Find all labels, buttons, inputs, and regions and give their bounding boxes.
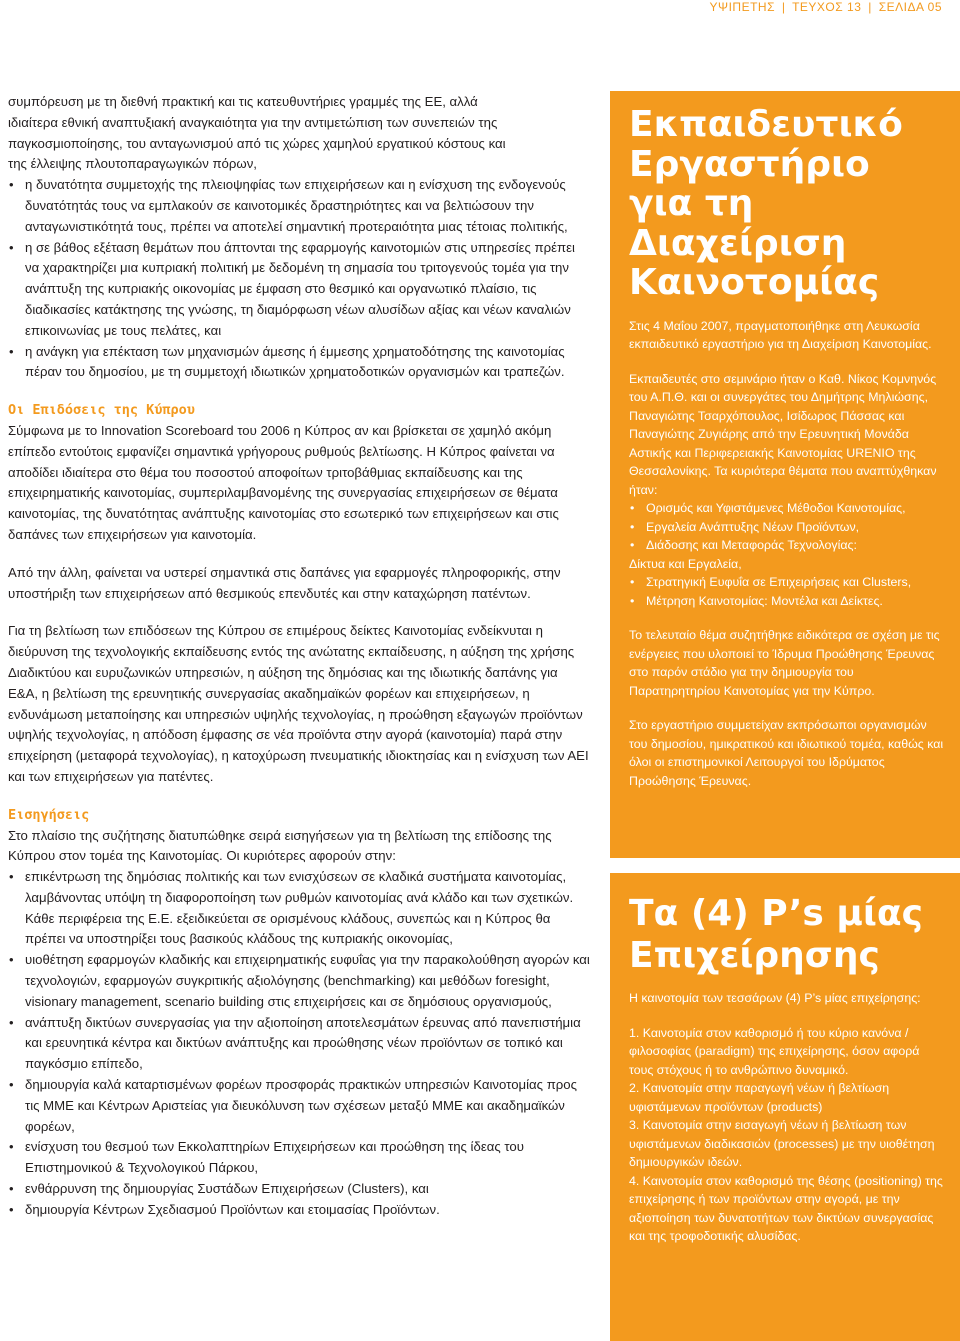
paragraph: Για τη βελτίωση των επιδόσεων της Κύπρου σε επιμέρους δείκτες Καινοτομίας ενδείκνυται η διεύρυνση της τεχνολογικής εκπαίδευσης εντός της ανώτατης εκπαίδευσης, η αύξηση της χρήσης Διαδικτύου και ευρυζωνικών υπηρεσιών, η αύξηση της δημόσιας και της ιδιωτικής δαπάνης για Ε&Α, η βελτίωση της ερευνητικής συνεργασίας ακαδημαϊκών φορέων και επιχειρήσεων, η ενδυνάμωση μεταποίησης και υπηρεσιών υψηλής τεχνολογίας, η προώθηση εξαγωγών προϊόντων υψηλής τεχνολογίας, η απόδοση έμφασης σε νέα προϊόντα στην αγορά (καινοτομία) παρά στην επιχείρηση (μεταφορά τεχνολογίας), η κατοχύρωση πνευματικής ιδιοκτησίας και η ενίσχυση των ΑΕΙ και των επιχειρήσεων για πατέντες. [8, 623, 589, 784]
header-separator: | [781, 0, 786, 14]
list-item: 4. Καινοτομία στον καθορισμό της θέσης (positioning) της επιχείρησης ή των προϊόντων στην αγορά, με την αξιοποίηση των δυνατοτήτων των δικτύων συνεργασίας και της τροφοδοτικής αλυσίδας. [629, 1173, 943, 1243]
sidebar-4ps-title: Τα (4) P’s μίας Επιχείρησης [629, 893, 923, 976]
paragraph: Το τελευταίο θέμα συζητήθηκε ειδικότερα σε σχέση με τις ενέργειες που υλοποιεί το Ίδρυμα Προώθησης Έρευνας στο παρόν στάδιο για την δημιουργία του Παρατηρητηρίου Καινοτομίας για την Κύπρο. [629, 628, 940, 698]
list-item: • δημιουργία Κέντρων Σχεδιασμού Προϊόντων και ετοιμασίας Προϊόντων. [8, 1200, 590, 1221]
intro-bullet-list [8, 175, 590, 383]
paragraph: Στο εργαστήριο συμμετείχαν εκπρόσωποι οργανισμών του δημοσίου, ημικρατικού και ιδιωτικού τομέα, καθώς και όλοι οι επιστημονικοί Λειτουργοί του Ιδρύματος Προώθησης Έρευνας. [629, 718, 944, 788]
list-item: 2. Καινοτομία στην παραγωγή νέων ή βελτίωση υφιστάμενων προϊόντων (products) [629, 1081, 890, 1114]
list-item: • υιοθέτηση εφαρμογών κλαδικής και επιχειρηματικής ευφυΐας για την παρακολούθηση αγορών και τεχνολογιών, εφαρμογών συγκριτικής αξιολόγησης (benchmarking) και μεθόδων foresight, visionary management, scenario building στις επιχειρήσεις και σε δημόσιους οργανισμούς, [8, 950, 590, 1012]
list-item: • ανάπτυξη δικτύων συνεργασίας για την αξιοποίηση αποτελεσμάτων έρευνας από πανεπιστήμια και ερευνητικά κέντρα και δικτύων ανάπτυξης και προώθησης νέων προϊόντων σε τοπικό και παγκόσμιο επίπεδο, [8, 1013, 590, 1075]
list-item: 3. Καινοτομία στην εισαγωγή νέων ή βελτίωση των υφιστάμενων διαδικασιών (processes) με την υιοθέτηση δημιουργικών ιδεών. [629, 1118, 935, 1169]
list-item: • Ορισμός και Υφιστάμενες Μέθοδοι Καινοτομίας, [629, 499, 944, 518]
list-item: • η ανάγκη για επέκταση των μηχανισμών άμεσης ή έμμεσης χρηματοδότησης της καινοτομίας πέραν του δημοσίου, με τη συμμετοχή ιδιωτικών χρηματοδοτικών οργανισμών και τραπεζών. [8, 342, 590, 384]
paragraph: Στις 4 Μαΐου 2007, πραγματοποιήθηκε στη Λευκωσία εκπαιδευτικό εργαστήριο για τη Διαχείριση Καινοτομίας. [629, 318, 932, 351]
intro-line: της έλλειψης πλουτοπαραγωγικών πόρων, [8, 156, 257, 172]
intro-line: συμπόρευση με τη διεθνή πρακτική και τις κατευθυντήριες γραμμές της ΕΕ, αλλά [8, 94, 478, 109]
list-item: • η δυνατότητα συμμετοχής της πλειοψηφίας των επιχειρήσεων και η ενίσχυση της ενδογενούς δυνατότητάς τους να εμπλακούν σε καινοτομικές δραστηριότητες και να βελτιώσουν την ανταγωνιστικότητά τους, πρέπει να αποτελεί σημαντική προτεραιότητα μιας τέτοιας πολιτικής, [8, 175, 590, 237]
list-item: • ενίσχυση του θεσμού των Εκκολαπτηρίων Επιχειρήσεων και προώθηση της ίδεας του Επιστημονικού & Τεχνολογικού Πάρκου, [8, 1137, 590, 1179]
main-column [8, 92, 590, 1221]
page-number: ΣΕΛΙΔΑ 05 [878, 0, 942, 14]
intro-line: ιδιαίτερα εθνική αναπτυξιακή αναγκαιότητα για την αντιμετώπιση των συνεπειών της [8, 114, 498, 130]
list-item: • Στρατηγική Ευφυΐα σε Επιχειρήσεις και Clusters, [629, 573, 944, 592]
paragraph: Η καινοτομία των τεσσάρων (4) P’s μίας επιχείρησης: [629, 991, 921, 1005]
paragraph: Σύμφωνα με το Innovation Scoreboard του 2006 η Κύπρος αν και βρίσκεται σε χαμηλό ακόμη επίπεδο εντούτοις εμφανίζει σημαντικά γρήγορους ρυθμούς βελτίωσης. Η Κύπρος φαίνεται να αποδίδει ιδιαίτερα στο θέμα του ποσοστού αποφοίτων τριτοβάθμιας εκπαίδευσης και της επιχειρηματικής καινοτομίας, συμπεριλαμβανομένης της συνεργασίας επιχειρήσεων σε θέματα καινοτομίας, της δυνατότητας ανάπτυξης καινοτομίας στο εσωτερικό των επιχειρήσεων και στις δαπάνες των επιχειρήσεων για καινοτομία. [8, 422, 559, 542]
section-heading-performance: Οι Επιδόσεις της Κύπρου [8, 402, 195, 419]
sidebar-4ps-box [610, 873, 960, 1341]
list-item: • επικέντρωση της δημόσιας πολιτικής και των ενισχύσεων σε κλαδικά συστήματα καινοτομίας, λαμβάνοντας υπόψη τη διαφοροποίηση των ρυθμών καινοτομίας ανά κλάδο και των σχετικών. Κάθε περιφέρεια της Ε.Ε. εξειδικεύεται σε ορισμένους κλάδους, συνεπώς και η Κύπρος θα πρέπει να υποστηρίξει τους βασικούς κλάδους της κυπριακής οικονομίας, [8, 867, 590, 950]
paragraph: Εκπαιδευτές στο σεμινάριο ήταν ο Καθ. Νίκος Κομνηνός του Α.Π.Θ. και οι συνεργάτες του Δημήτρης Μηλιώσης, Παναγιώτης Τσαρχόπουλος, Ισίδωρος Πάσσας και Παναγιώτης Ζυγιάρης από την Ερευνητική Μονάδα Αστικής και Περιφερειακής Καινοτομίας URENIO της Θεσσαλονίκης. Τα κυριότερα θέματα που αναπτύχθηκαν ήταν: [629, 371, 937, 497]
list-item: • Εργαλεία Ανάπτυξης Νέων Προϊόντων, [629, 518, 944, 537]
sidebar-workshop-title: Εκπαιδευτικό Εργαστήριο για τη Διαχείριση Καινοτομίας [629, 104, 903, 303]
paragraph: Από την άλλη, φαίνεται να υστερεί σημαντικά στις δαπάνες για εφαρμογές πληροφορικής, στην υποστήριξη των επιχειρήσεων από θεσμικούς επενδυτές και στην καταχώρηση πατέντων. [8, 564, 561, 601]
issue-number: ΤΕΥΧΟΣ 13 [792, 0, 862, 14]
section-heading-recommendations: Εισηγήσεις [8, 806, 90, 823]
topics-list [629, 499, 944, 610]
list-item: • Διάδοσης και Μεταφοράς Τεχνολογίας: [629, 536, 944, 555]
list-item: • η σε βάθος εξέταση θεμάτων που άπτονται της εφαρμογής καινοτομιών στις υπηρεσίες πρέπει να χαρακτηρίζει μια κυπριακή πολιτική με δεδομένη τη σημασία του τριτογενούς τομέα για την ανάπτυξη της κυπριακής οικονομίας με έμφαση στο θεσμικό και οργανωτικό πλαίσιο, τις διαδικασίες κατάκτησης της γνώσης, τη διαμόρφωση νέων αλυσίδων αξίας και νέων καναλιών επικοινωνίας με τους πελάτες, και [8, 238, 590, 342]
list-item: 1. Καινοτομία στον καθορισμό ή του κύριο κανόνα / φιλοσοφίας (paradigm) της επιχείρησης, όσον αφορά τους στόχους ή το ανθρώπινο δυναμικό. [629, 1025, 920, 1077]
paragraph: Στο πλαίσιο της συζήτησης διατυπώθηκε σειρά εισηγήσεων για τη βελτίωση της επίδοσης της Κύπρου στον τομέα της Καινοτομίας. Οι κυριότερες αφορούν στην: [8, 827, 552, 864]
page-header [710, 0, 942, 14]
intro-line: παγκοσμιοποίησης, του ανταγωνισμού από τις χώρες χαμηλού εργατικού κόστους και [8, 135, 506, 151]
list-item: • ενθάρρυνση της δημιουργίας Συστάδων Επιχειρήσεων (Clusters), και [8, 1179, 590, 1200]
list-item: • Μέτρηση Καινοτομίας: Μοντέλα και Δείκτες. [629, 592, 944, 611]
sidebar-workshop-box [610, 91, 960, 858]
magazine-name: ΥΨΙΠΕΤΗΣ [709, 0, 775, 14]
header-separator: | [868, 0, 872, 14]
list-item: • δημιουργία καλά καταρτισμένων φορέων προσφοράς πρακτικών υπηρεσιών Καινοτομίας προς τις ΜΜΕ και Κέντρων Αριστείας για διευκόλυνση των σχέσεων μεταξύ ΜΜΕ και ακαδημαϊκών φορέων, [8, 1075, 590, 1137]
list-item-continuation: Δίκτυα και Εργαλεία, [629, 556, 742, 571]
recommendations-list [8, 867, 590, 1221]
